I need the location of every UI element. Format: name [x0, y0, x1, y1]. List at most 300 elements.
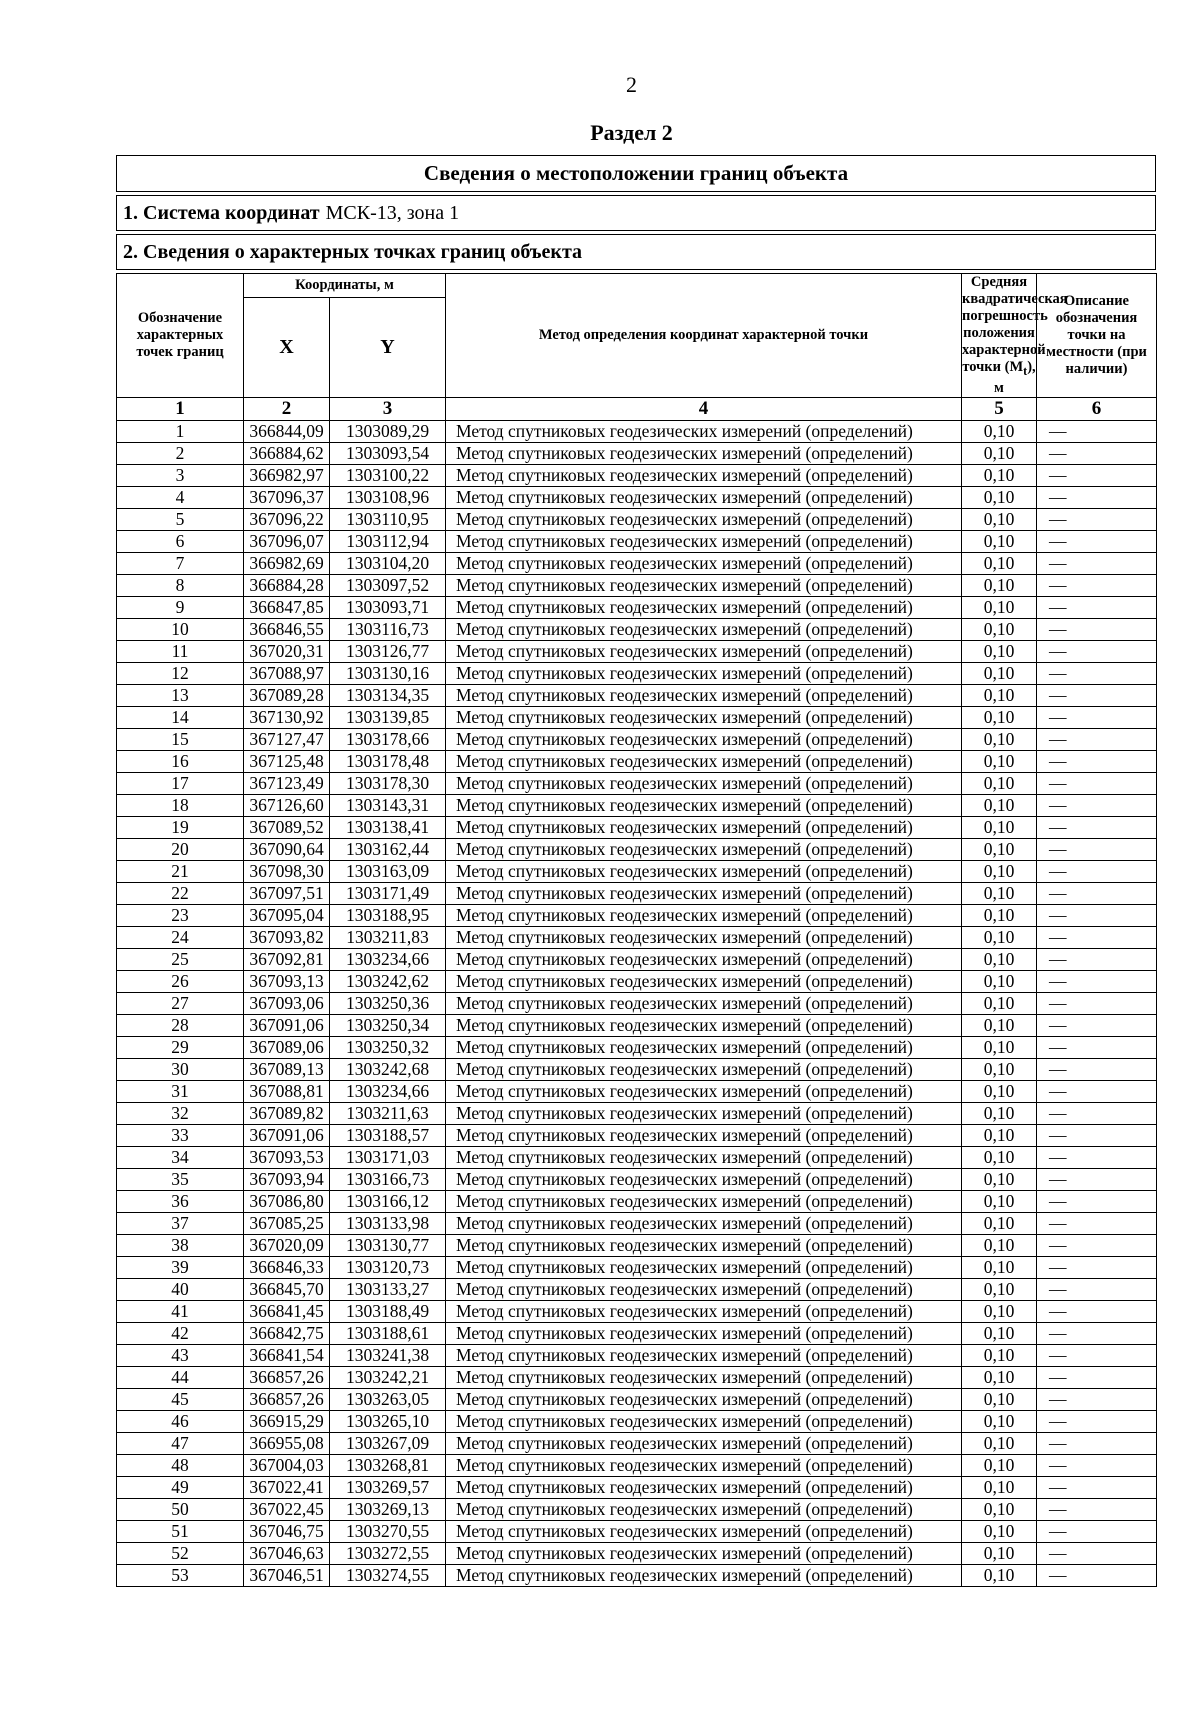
method-cell: Метод спутниковых геодезических измерений (определений) [446, 1124, 962, 1146]
point-number-cell: 5 [117, 508, 244, 530]
table-row [117, 464, 1157, 486]
column-number: 6 [1037, 397, 1157, 420]
description-cell: — [1037, 1322, 1157, 1344]
table-row [117, 1410, 1157, 1432]
table-row [117, 1300, 1157, 1322]
description-cell: — [1037, 1234, 1157, 1256]
error-cell: 0,10 [962, 948, 1037, 970]
description-cell: — [1037, 684, 1157, 706]
y-coordinate-cell: 1303104,20 [330, 552, 446, 574]
y-coordinate-cell: 1303097,52 [330, 574, 446, 596]
y-coordinate-cell: 1303133,98 [330, 1212, 446, 1234]
column-numbers-row [117, 397, 1157, 420]
point-number-cell: 44 [117, 1366, 244, 1388]
method-cell: Метод спутниковых геодезических измерений (определений) [446, 882, 962, 904]
description-cell: — [1037, 640, 1157, 662]
y-coordinate-cell: 1303270,55 [330, 1520, 446, 1542]
coord-system-label: 1. Система координат [123, 201, 320, 224]
description-cell: — [1037, 1102, 1157, 1124]
table-row [117, 706, 1157, 728]
table-row [117, 1190, 1157, 1212]
x-coordinate-cell: 366845,70 [244, 1278, 330, 1300]
x-coordinate-cell: 367123,49 [244, 772, 330, 794]
y-coordinate-cell: 1303116,73 [330, 618, 446, 640]
point-number-cell: 19 [117, 816, 244, 838]
y-coordinate-cell: 1303265,10 [330, 1410, 446, 1432]
table-row [117, 816, 1157, 838]
method-cell: Метод спутниковых геодезических измерений (определений) [446, 552, 962, 574]
x-coordinate-cell: 367022,41 [244, 1476, 330, 1498]
error-cell: 0,10 [962, 618, 1037, 640]
point-number-cell: 46 [117, 1410, 244, 1432]
point-number-cell: 7 [117, 552, 244, 574]
point-number-cell: 49 [117, 1476, 244, 1498]
point-number-cell: 29 [117, 1036, 244, 1058]
method-cell: Метод спутниковых геодезических измерений (определений) [446, 662, 962, 684]
table-row [117, 1498, 1157, 1520]
y-coordinate-cell: 1303188,95 [330, 904, 446, 926]
y-coordinate-cell: 1303093,54 [330, 442, 446, 464]
x-coordinate-cell: 366857,26 [244, 1366, 330, 1388]
table-row [117, 442, 1157, 464]
error-cell: 0,10 [962, 1300, 1037, 1322]
method-cell: Метод спутниковых геодезических измерений (определений) [446, 1344, 962, 1366]
description-cell: — [1037, 420, 1157, 442]
point-number-cell: 23 [117, 904, 244, 926]
point-number-cell: 33 [117, 1124, 244, 1146]
description-cell: — [1037, 904, 1157, 926]
x-coordinate-cell: 366846,33 [244, 1256, 330, 1278]
point-number-cell: 8 [117, 574, 244, 596]
point-number-cell: 35 [117, 1168, 244, 1190]
description-cell: — [1037, 464, 1157, 486]
description-cell: — [1037, 750, 1157, 772]
table-row [117, 1256, 1157, 1278]
point-number-cell: 47 [117, 1432, 244, 1454]
boundary-info-frame [116, 155, 1156, 1587]
x-coordinate-cell: 367088,81 [244, 1080, 330, 1102]
description-cell: — [1037, 552, 1157, 574]
error-cell: 0,10 [962, 970, 1037, 992]
table-row [117, 750, 1157, 772]
x-coordinate-cell: 366846,55 [244, 618, 330, 640]
description-cell: — [1037, 1212, 1157, 1234]
y-coordinate-cell: 1303166,12 [330, 1190, 446, 1212]
method-cell: Метод спутниковых геодезических измерений (определений) [446, 750, 962, 772]
table-row [117, 1080, 1157, 1102]
x-coordinate-cell: 367093,13 [244, 970, 330, 992]
error-cell: 0,10 [962, 1014, 1037, 1036]
description-cell: — [1037, 486, 1157, 508]
y-coordinate-cell: 1303178,66 [330, 728, 446, 750]
section-title: Раздел 2 [590, 120, 673, 145]
x-coordinate-cell: 367091,06 [244, 1014, 330, 1036]
y-coordinate-cell: 1303267,09 [330, 1432, 446, 1454]
column-number: 1 [117, 397, 244, 420]
y-coordinate-cell: 1303171,03 [330, 1146, 446, 1168]
x-coordinate-cell: 367089,52 [244, 816, 330, 838]
table-row [117, 772, 1157, 794]
table-row [117, 860, 1157, 882]
x-coordinate-cell: 367095,04 [244, 904, 330, 926]
table-row [117, 574, 1157, 596]
description-cell: — [1037, 442, 1157, 464]
x-coordinate-cell: 367085,25 [244, 1212, 330, 1234]
y-coordinate-cell: 1303188,57 [330, 1124, 446, 1146]
method-cell: Метод спутниковых геодезических измерений (определений) [446, 728, 962, 750]
x-coordinate-cell: 367126,60 [244, 794, 330, 816]
y-coordinate-cell: 1303126,77 [330, 640, 446, 662]
description-cell: — [1037, 1168, 1157, 1190]
error-cell: 0,10 [962, 442, 1037, 464]
table-row [117, 1168, 1157, 1190]
column-number: 3 [330, 397, 446, 420]
error-cell: 0,10 [962, 1520, 1037, 1542]
method-cell: Метод спутниковых геодезических измерений (определений) [446, 1454, 962, 1476]
description-cell: — [1037, 1454, 1157, 1476]
y-coordinate-cell: 1303268,81 [330, 1454, 446, 1476]
y-coordinate-cell: 1303130,16 [330, 662, 446, 684]
error-cell: 0,10 [962, 794, 1037, 816]
y-coordinate-cell: 1303139,85 [330, 706, 446, 728]
description-cell: — [1037, 772, 1157, 794]
description-cell: — [1037, 662, 1157, 684]
y-coordinate-cell: 1303110,95 [330, 508, 446, 530]
y-coordinate-cell: 1303093,71 [330, 596, 446, 618]
y-coordinate-cell: 1303178,48 [330, 750, 446, 772]
method-cell: Метод спутниковых геодезических измерений (определений) [446, 970, 962, 992]
method-cell: Метод спутниковых геодезических измерений (определений) [446, 904, 962, 926]
table-row [117, 1102, 1157, 1124]
y-coordinate-cell: 1303138,41 [330, 816, 446, 838]
error-cell: 0,10 [962, 596, 1037, 618]
method-cell: Метод спутниковых геодезических измерений (определений) [446, 1278, 962, 1300]
error-cell: 0,10 [962, 1168, 1037, 1190]
point-number-cell: 14 [117, 706, 244, 728]
method-cell: Метод спутниковых геодезических измерений (определений) [446, 1300, 962, 1322]
x-coordinate-cell: 367088,97 [244, 662, 330, 684]
description-cell: — [1037, 970, 1157, 992]
column-number: 2 [244, 397, 330, 420]
x-coordinate-cell: 367093,06 [244, 992, 330, 1014]
column-number: 4 [446, 397, 962, 420]
error-cell: 0,10 [962, 728, 1037, 750]
coord-system-value: МСК-13, зона 1 [325, 201, 460, 224]
table-row [117, 1564, 1157, 1586]
point-number-cell: 24 [117, 926, 244, 948]
coord-system-box [116, 195, 1156, 231]
header-y: Y [330, 297, 446, 397]
description-cell: — [1037, 1432, 1157, 1454]
table-row [117, 1520, 1157, 1542]
table-row [117, 794, 1157, 816]
point-number-cell: 22 [117, 882, 244, 904]
method-cell: Метод спутниковых геодезических измерений (определений) [446, 1058, 962, 1080]
method-cell: Метод спутниковых геодезических измерений (определений) [446, 596, 962, 618]
description-cell: — [1037, 1344, 1157, 1366]
error-cell: 0,10 [962, 552, 1037, 574]
point-number-cell: 16 [117, 750, 244, 772]
method-cell: Метод спутниковых геодезических измерений (определений) [446, 684, 962, 706]
error-cell: 0,10 [962, 1498, 1037, 1520]
error-cell: 0,10 [962, 926, 1037, 948]
point-number-cell: 42 [117, 1322, 244, 1344]
table-row [117, 1366, 1157, 1388]
description-cell: — [1037, 1410, 1157, 1432]
method-cell: Метод спутниковых геодезических измерений (определений) [446, 508, 962, 530]
point-number-cell: 36 [117, 1190, 244, 1212]
error-cell: 0,10 [962, 464, 1037, 486]
x-coordinate-cell: 367004,03 [244, 1454, 330, 1476]
table-row [117, 1212, 1157, 1234]
method-cell: Метод спутниковых геодезических измерений (определений) [446, 1080, 962, 1102]
header-error-sub: t [1023, 363, 1028, 378]
table-row [117, 992, 1157, 1014]
description-cell: — [1037, 1036, 1157, 1058]
method-cell: Метод спутниковых геодезических измерений (определений) [446, 838, 962, 860]
page-number: 2 [626, 72, 637, 97]
point-number-cell: 1 [117, 420, 244, 442]
point-number-cell: 32 [117, 1102, 244, 1124]
x-coordinate-cell: 367096,37 [244, 486, 330, 508]
error-cell: 0,10 [962, 1080, 1037, 1102]
point-number-cell: 51 [117, 1520, 244, 1542]
x-coordinate-cell: 367089,13 [244, 1058, 330, 1080]
x-coordinate-cell: 367091,06 [244, 1124, 330, 1146]
method-cell: Метод спутниковых геодезических измерений (определений) [446, 1476, 962, 1498]
description-cell: — [1037, 596, 1157, 618]
error-cell: 0,10 [962, 1234, 1037, 1256]
method-cell: Метод спутниковых геодезических измерений (определений) [446, 772, 962, 794]
y-coordinate-cell: 1303269,57 [330, 1476, 446, 1498]
y-coordinate-cell: 1303272,55 [330, 1542, 446, 1564]
description-cell: — [1037, 1564, 1157, 1586]
point-number-cell: 53 [117, 1564, 244, 1586]
method-cell: Метод спутниковых геодезических измерений (определений) [446, 1102, 962, 1124]
x-coordinate-cell: 367020,31 [244, 640, 330, 662]
y-coordinate-cell: 1303242,62 [330, 970, 446, 992]
point-number-cell: 12 [117, 662, 244, 684]
point-number-cell: 34 [117, 1146, 244, 1168]
description-cell: — [1037, 1476, 1157, 1498]
table-title-box [116, 155, 1156, 192]
description-cell: — [1037, 1058, 1157, 1080]
error-cell: 0,10 [962, 816, 1037, 838]
x-coordinate-cell: 366844,09 [244, 420, 330, 442]
method-cell: Метод спутниковых геодезических измерений (определений) [446, 1190, 962, 1212]
x-coordinate-cell: 367098,30 [244, 860, 330, 882]
x-coordinate-cell: 367093,82 [244, 926, 330, 948]
table-row [117, 508, 1157, 530]
table-row [117, 926, 1157, 948]
points-title: 2. Сведения о характерных точках границ объекта [123, 240, 583, 263]
method-cell: Метод спутниковых геодезических измерений (определений) [446, 464, 962, 486]
x-coordinate-cell: 366982,69 [244, 552, 330, 574]
y-coordinate-cell: 1303234,66 [330, 948, 446, 970]
method-cell: Метод спутниковых геодезических измерений (определений) [446, 442, 962, 464]
error-cell: 0,10 [962, 882, 1037, 904]
y-coordinate-cell: 1303242,21 [330, 1366, 446, 1388]
point-number-cell: 25 [117, 948, 244, 970]
point-number-cell: 4 [117, 486, 244, 508]
point-number-cell: 45 [117, 1388, 244, 1410]
y-coordinate-cell: 1303250,36 [330, 992, 446, 1014]
x-coordinate-cell: 367093,94 [244, 1168, 330, 1190]
description-cell: — [1037, 992, 1157, 1014]
x-coordinate-cell: 367090,64 [244, 838, 330, 860]
error-cell: 0,10 [962, 1146, 1037, 1168]
table-row [117, 618, 1157, 640]
table-row [117, 970, 1157, 992]
point-number-cell: 6 [117, 530, 244, 552]
x-coordinate-cell: 367127,47 [244, 728, 330, 750]
y-coordinate-cell: 1303250,34 [330, 1014, 446, 1036]
error-cell: 0,10 [962, 1212, 1037, 1234]
y-coordinate-cell: 1303274,55 [330, 1564, 446, 1586]
description-cell: — [1037, 1278, 1157, 1300]
header-error [962, 274, 1068, 398]
method-cell: Метод спутниковых геодезических измерений (определений) [446, 530, 962, 552]
description-cell: — [1037, 1520, 1157, 1542]
table-title: Сведения о местоположении границ объекта [423, 161, 849, 185]
point-number-cell: 28 [117, 1014, 244, 1036]
error-cell: 0,10 [962, 838, 1037, 860]
description-cell: — [1037, 1388, 1157, 1410]
error-cell: 0,10 [962, 904, 1037, 926]
method-cell: Метод спутниковых геодезических измерений (определений) [446, 948, 962, 970]
method-cell: Метод спутниковых геодезических измерений (определений) [446, 1564, 962, 1586]
error-cell: 0,10 [962, 992, 1037, 1014]
coord-system [117, 196, 1155, 230]
method-cell: Метод спутниковых геодезических измерений (определений) [446, 1146, 962, 1168]
table-row [117, 1432, 1157, 1454]
method-cell: Метод спутниковых геодезических измерений (определений) [446, 1542, 962, 1564]
x-coordinate-cell: 367046,51 [244, 1564, 330, 1586]
table-row [117, 1014, 1157, 1036]
description-cell: — [1037, 1542, 1157, 1564]
point-number-cell: 30 [117, 1058, 244, 1080]
table-row [117, 882, 1157, 904]
method-cell: Метод спутниковых геодезических измерений (определений) [446, 1212, 962, 1234]
x-coordinate-cell: 367089,82 [244, 1102, 330, 1124]
method-cell: Метод спутниковых геодезических измерений (определений) [446, 926, 962, 948]
error-cell: 0,10 [962, 1278, 1037, 1300]
error-cell: 0,10 [962, 860, 1037, 882]
description-cell: — [1037, 794, 1157, 816]
method-cell: Метод спутниковых геодезических измерений (определений) [446, 1322, 962, 1344]
table-row [117, 1322, 1157, 1344]
method-cell: Метод спутниковых геодезических измерений (определений) [446, 640, 962, 662]
y-coordinate-cell: 1303130,77 [330, 1234, 446, 1256]
method-cell: Метод спутниковых геодезических измерений (определений) [446, 1498, 962, 1520]
error-cell: 0,10 [962, 684, 1037, 706]
point-number-cell: 11 [117, 640, 244, 662]
method-cell: Метод спутниковых геодезических измерений (определений) [446, 1520, 962, 1542]
point-number-cell: 27 [117, 992, 244, 1014]
description-cell: — [1037, 1080, 1157, 1102]
x-coordinate-cell: 366884,28 [244, 574, 330, 596]
description-cell: — [1037, 1124, 1157, 1146]
point-number-cell: 20 [117, 838, 244, 860]
description-cell: — [1037, 1300, 1157, 1322]
table-row [117, 1388, 1157, 1410]
x-coordinate-cell: 367093,53 [244, 1146, 330, 1168]
method-cell: Метод спутниковых геодезических измерений (определений) [446, 1256, 962, 1278]
method-cell: Метод спутниковых геодезических измерений (определений) [446, 860, 962, 882]
y-coordinate-cell: 1303112,94 [330, 530, 446, 552]
header-coordinates: Координаты, м [244, 274, 446, 298]
y-coordinate-cell: 1303188,49 [330, 1300, 446, 1322]
error-cell: 0,10 [962, 1190, 1037, 1212]
point-number-cell: 26 [117, 970, 244, 992]
method-cell: Метод спутниковых геодезических измерений (определений) [446, 574, 962, 596]
x-coordinate-cell: 367089,28 [244, 684, 330, 706]
description-cell: — [1037, 948, 1157, 970]
x-coordinate-cell: 366955,08 [244, 1432, 330, 1454]
points-table-body [117, 420, 1157, 1586]
y-coordinate-cell: 1303100,22 [330, 464, 446, 486]
header-designation: Обозначение характерных точек границ [117, 274, 244, 398]
x-coordinate-cell: 367097,51 [244, 882, 330, 904]
point-number-cell: 18 [117, 794, 244, 816]
y-coordinate-cell: 1303188,61 [330, 1322, 446, 1344]
point-number-cell: 38 [117, 1234, 244, 1256]
error-cell: 0,10 [962, 530, 1037, 552]
description-cell: — [1037, 508, 1157, 530]
error-cell: 0,10 [962, 1542, 1037, 1564]
points-title-box [116, 234, 1156, 270]
y-coordinate-cell: 1303234,66 [330, 1080, 446, 1102]
point-number-cell: 31 [117, 1080, 244, 1102]
error-cell: 0,10 [962, 750, 1037, 772]
table-row [117, 1146, 1157, 1168]
description-cell: — [1037, 816, 1157, 838]
description-cell: — [1037, 1146, 1157, 1168]
table-row [117, 1036, 1157, 1058]
table-row [117, 1278, 1157, 1300]
error-cell: 0,10 [962, 640, 1037, 662]
description-cell: — [1037, 838, 1157, 860]
description-cell: — [1037, 860, 1157, 882]
x-coordinate-cell: 367092,81 [244, 948, 330, 970]
error-cell: 0,10 [962, 1366, 1037, 1388]
description-cell: — [1037, 1014, 1157, 1036]
error-cell: 0,10 [962, 706, 1037, 728]
x-coordinate-cell: 366847,85 [244, 596, 330, 618]
y-coordinate-cell: 1303108,96 [330, 486, 446, 508]
table-row [117, 596, 1157, 618]
method-cell: Метод спутниковых геодезических измерений (определений) [446, 706, 962, 728]
point-number-cell: 10 [117, 618, 244, 640]
point-number-cell: 43 [117, 1344, 244, 1366]
description-cell: — [1037, 1256, 1157, 1278]
point-number-cell: 9 [117, 596, 244, 618]
x-coordinate-cell: 367096,07 [244, 530, 330, 552]
table-row [117, 1476, 1157, 1498]
table-row [117, 728, 1157, 750]
method-cell: Метод спутниковых геодезических измерений (определений) [446, 1036, 962, 1058]
table-row [117, 1454, 1157, 1476]
error-cell: 0,10 [962, 1454, 1037, 1476]
table-row [117, 904, 1157, 926]
error-cell: 0,10 [962, 1564, 1037, 1586]
error-cell: 0,10 [962, 772, 1037, 794]
column-number: 5 [962, 397, 1037, 420]
point-number-cell: 2 [117, 442, 244, 464]
method-cell: Метод спутниковых геодезических измерений (определений) [446, 486, 962, 508]
point-number-cell: 50 [117, 1498, 244, 1520]
y-coordinate-cell: 1303162,44 [330, 838, 446, 860]
